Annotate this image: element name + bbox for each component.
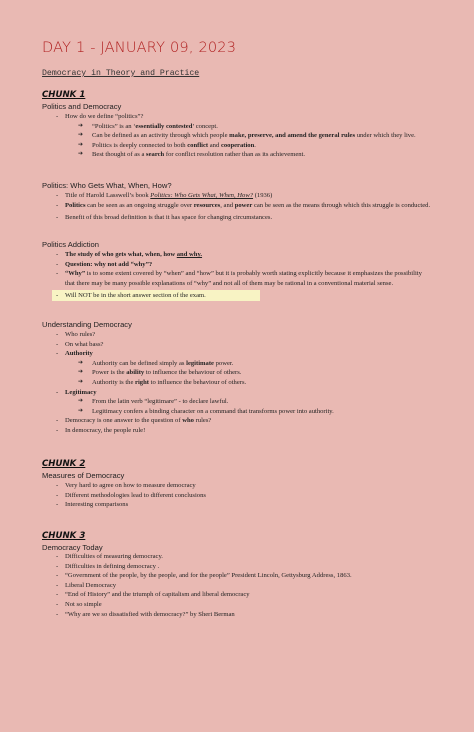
section-heading-measures: Measures of Democracy xyxy=(42,471,125,480)
arrow-icon: ➔ xyxy=(78,398,84,405)
list-item: - Question: why not add “why”? xyxy=(56,260,153,268)
chunk-2-label: CHUNK 2 xyxy=(42,459,86,469)
list-item: - Title of Harold Lasswell’s book Politics: Who Gets What, When, How? (1936) xyxy=(56,192,273,199)
list-politics-addiction xyxy=(42,250,432,301)
list-understanding-democracy xyxy=(42,330,432,436)
list-item: ➔ From the latin verb “legitimare” - to declare lawful. xyxy=(78,398,229,406)
highlighted-list-item: - Will NOT be in the short answer section of the exam. xyxy=(42,291,432,301)
arrow-icon: ➔ xyxy=(78,369,84,376)
list-item: - In democracy, the people rule! xyxy=(56,426,146,434)
arrow-icon: ➔ xyxy=(78,378,84,385)
arrow-icon: ➔ xyxy=(78,122,84,129)
list-item: ➔ “Politics” is an ‘essentially contested’ concept. xyxy=(78,122,218,130)
list-item: - Democracy is one answer to the question of who rules? xyxy=(56,417,212,425)
list-item: - Not so simple xyxy=(56,600,102,608)
list-item: - Authority xyxy=(56,350,93,358)
page-title: DAY 1 - JANUARY 09, 2023 xyxy=(42,40,237,56)
list-item: ➔ Legitimacy confers a binding character on a command that transforms power into authority. xyxy=(78,407,334,415)
list-item: ➔ Can be defined as an activity through which people make, preserve, and amend the general rules under which they live. xyxy=(78,132,416,140)
list-item: - “Why” is to some extent covered by “when” and “how” but it is probably worth stating explicitly because it emphasizes the possibility that there may be many possible explanations of “why” and not all of them may be rational in a conventional material sense. xyxy=(56,270,422,287)
list-item: ➔ Authority can be defined simply as legitimate power. xyxy=(78,359,234,367)
list-item: - Politics can be seen as an ongoing struggle over resources, and power can be seen as the means through which this struggle is conducted. xyxy=(56,201,431,209)
list-who-gets-what xyxy=(42,191,432,223)
arrow-icon: ➔ xyxy=(78,132,84,139)
list-item: - Very hard to agree on how to measure democracy xyxy=(56,482,196,489)
list-measures xyxy=(42,481,432,510)
arrow-icon: ➔ xyxy=(78,359,84,366)
chunk-1-label: CHUNK 1 xyxy=(42,90,86,100)
list-item: ➔ Authority is the right to influence the behaviour of others. xyxy=(78,378,247,386)
list-item: - How do we define “politics”? xyxy=(56,113,144,120)
list-democracy-today xyxy=(42,552,432,619)
list-item: ➔ Power is the ability to influence the behaviour of others. xyxy=(78,369,242,377)
section-heading-politics-democracy: Politics and Democracy xyxy=(42,102,122,111)
chunk-3-label: CHUNK 3 xyxy=(42,531,86,541)
arrow-icon: ➔ xyxy=(78,407,84,414)
list-item: - Difficulties of measuring democracy. xyxy=(56,553,163,560)
list-item: ➔ Politics is deeply connected to both conflict and cooperation. xyxy=(78,141,256,149)
list-item: - Benefit of this broad definition is that it has space for changing circumstances. xyxy=(56,214,273,222)
list-item: - Legitimacy xyxy=(56,388,97,396)
page-subtitle: Democracy in Theory and Practice xyxy=(42,69,200,78)
section-heading-who-gets-what: Politics: Who Gets What, When, How? xyxy=(42,181,172,190)
list-item: - “Why are we so dissatisfied with democracy?” by Sheri Berman xyxy=(56,610,235,618)
list-politics-democracy xyxy=(42,112,432,160)
arrow-icon: ➔ xyxy=(78,151,84,158)
list-item: - “Government of the people, by the people, and for the people” President Lincoln, Gettysburg Address, 1863. xyxy=(56,572,352,580)
list-item: - “End of History” and the triumph of capitalism and liberal democracy xyxy=(56,591,250,599)
arrow-icon: ➔ xyxy=(78,141,84,148)
list-item: - On what bass? xyxy=(56,340,104,348)
list-item: - Difficulties in defining democracy . xyxy=(56,562,160,570)
list-item: - Liberal Democracy xyxy=(56,581,117,589)
list-item: - Different methodologies lead to different conclusions xyxy=(56,491,206,499)
list-item: ➔ Best thought of as a search for conflict resolution rather than as its achievement. xyxy=(78,151,306,159)
section-heading-politics-addiction: Politics Addiction xyxy=(42,240,99,249)
section-heading-understanding-democracy: Understanding Democracy xyxy=(42,320,132,329)
list-item: - The study of who gets what, when, how and why. xyxy=(56,251,203,258)
list-item: - Who rules? xyxy=(56,331,96,338)
section-heading-democracy-today: Democracy Today xyxy=(42,543,103,552)
list-item: - Interesting comparisons xyxy=(56,501,129,509)
